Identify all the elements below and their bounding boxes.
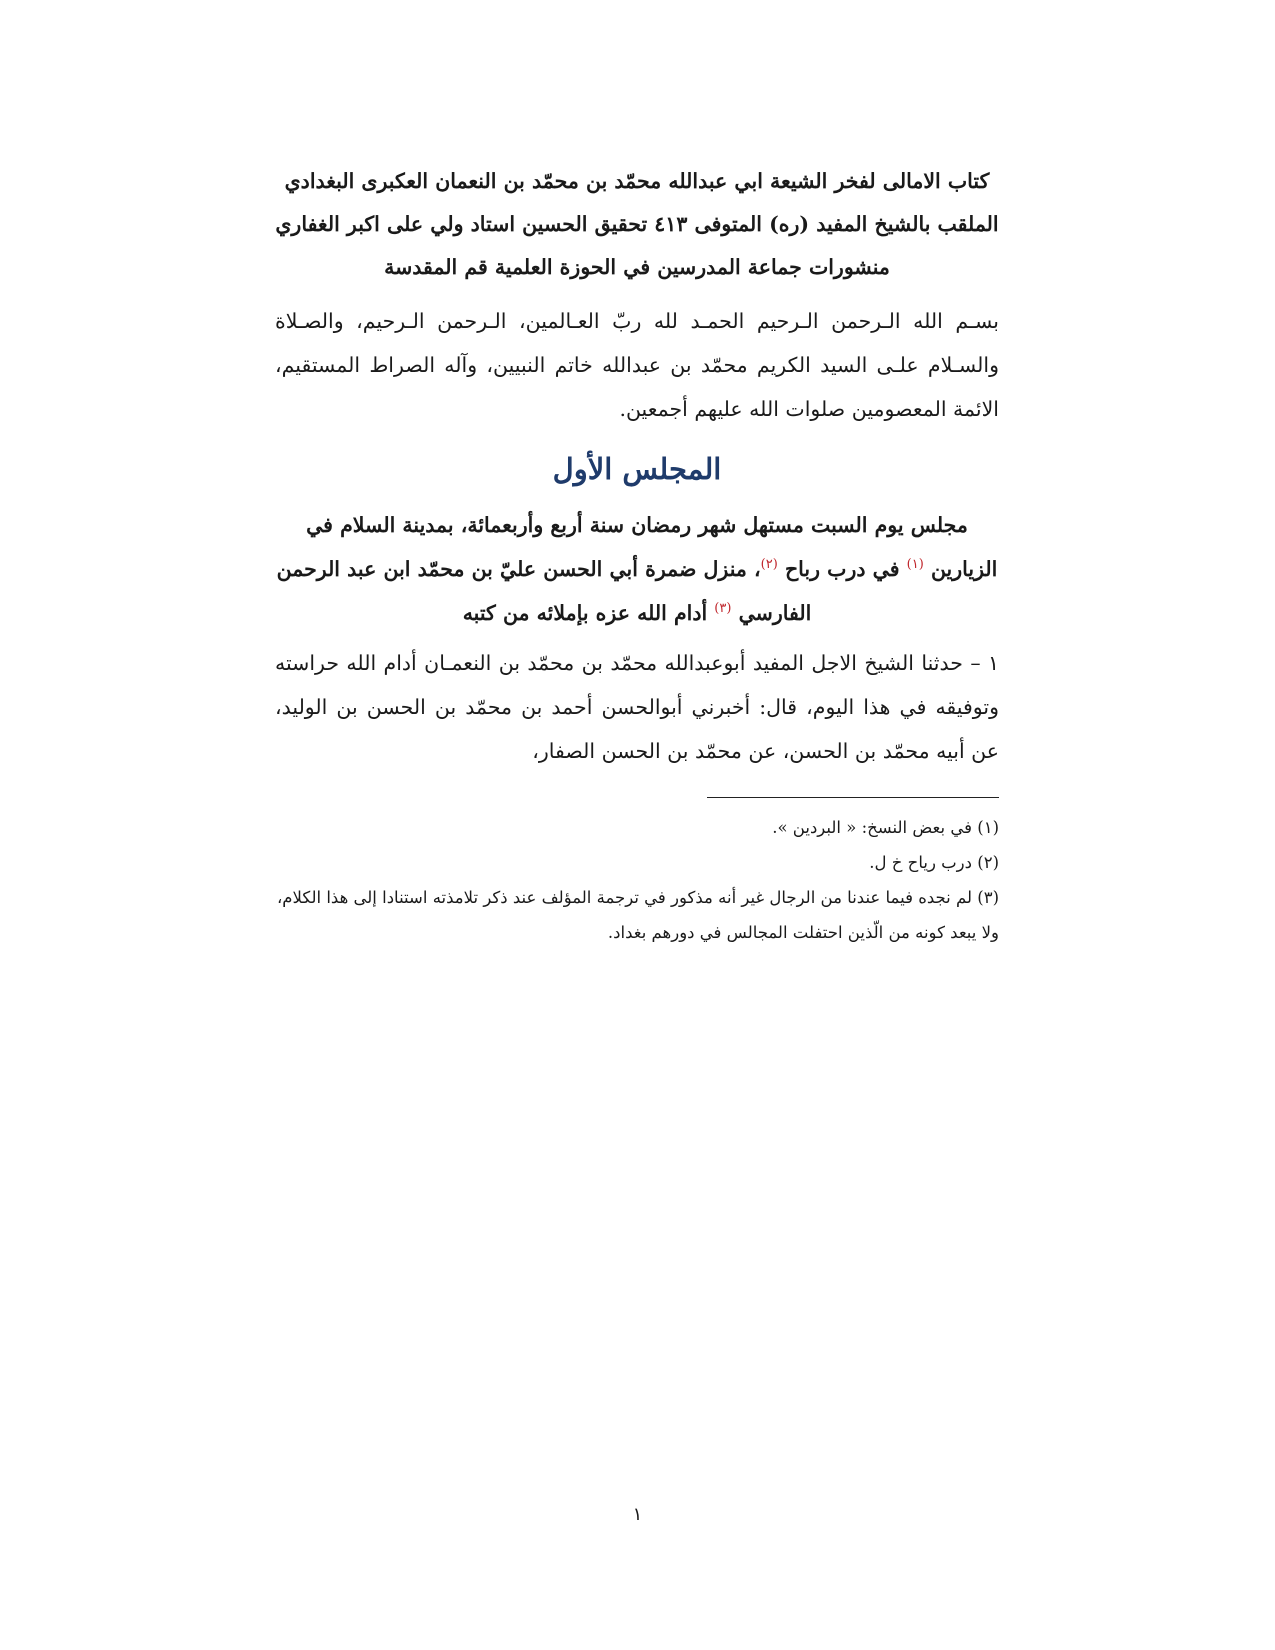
hadith-1-paragraph: ١ – حدثنا الشيخ الاجل المفيد أبوعبدالله محمّد بن محمّد بن النعمـان أدام الله حراسته وتوفيقه في هذا اليوم، قال: أخبرني أبوالحسن أحمد بن محمّد بن الحسن بن الوليد، عن أبيه محمّد بن الحسن، عن محمّد بن الحسن الصفار،	[275, 651, 999, 763]
footnote-ref-3[interactable]: (٣)	[714, 601, 732, 617]
footnote-ref-2[interactable]: (٢)	[760, 557, 778, 573]
book-header-line-2: الملقب بالشيخ المفيد (ره) المتوفى ٤١٣ تحقيق الحسين استاد ولي على اكبر الغفاري	[275, 212, 999, 236]
session-intro	[275, 503, 999, 635]
footnote-2: (٢) درب رياح خ ل.	[869, 853, 999, 872]
session-intro-part-1: مجلس يوم السبت مستهل شهر رمضان سنة أربع وأربعمائة، بمدينة السلام في الزيارين	[306, 513, 998, 581]
chapter-title: المجلس الأول	[552, 452, 722, 486]
book-header-line-1: كتاب الامالى لفخر الشيعة ابي عبدالله محمّد بن محمّد بن النعمان العكبرى البغدادي	[284, 169, 990, 193]
footnote-3: (٣) لم نجده فيما عندنا من الرجال غير أنه مذكور في ترجمة المؤلف عند ذكر تلامذته استنادا إلى هذا الكلام، ولا يبعد كونه من الّذين احتفلت المجالس في دورهم بغداد.	[276, 888, 999, 942]
footnote-ref-1[interactable]: (١)	[906, 557, 924, 573]
page-number: ١	[632, 1504, 643, 1525]
footnotes	[275, 810, 999, 950]
book-header-line-3: منشورات جماعة المدرسين في الحوزة العلمية قم المقدسة	[384, 255, 890, 279]
book-header	[275, 160, 999, 289]
footnote-separator	[707, 797, 999, 798]
page-body	[275, 160, 999, 950]
session-intro-part-4: أدام الله عزه بإملائه من كتبه	[462, 601, 708, 625]
session-intro-part-2: في درب رباح	[784, 557, 900, 581]
footnote-1: (١) في بعض النسخ: « البردين ».	[772, 818, 999, 837]
session-intro-part-3: ، منزل ضمرة أبي الحسن عليّ بن محمّد ابن عبد الرحمن الفارسي	[276, 557, 812, 625]
basmala-paragraph: بسـم الله الـرحمن الـرحيم الحمـد لله ربّ العـالمين، الـرحمن الـرحيم، والصـلاة والسـلام علـى السيد الكريم محمّد بن عبدالله خاتم النبيين، وآله الصراط المستقيم، الائمة المعصومين صلوات الله عليهم أجمعين.	[275, 309, 999, 421]
